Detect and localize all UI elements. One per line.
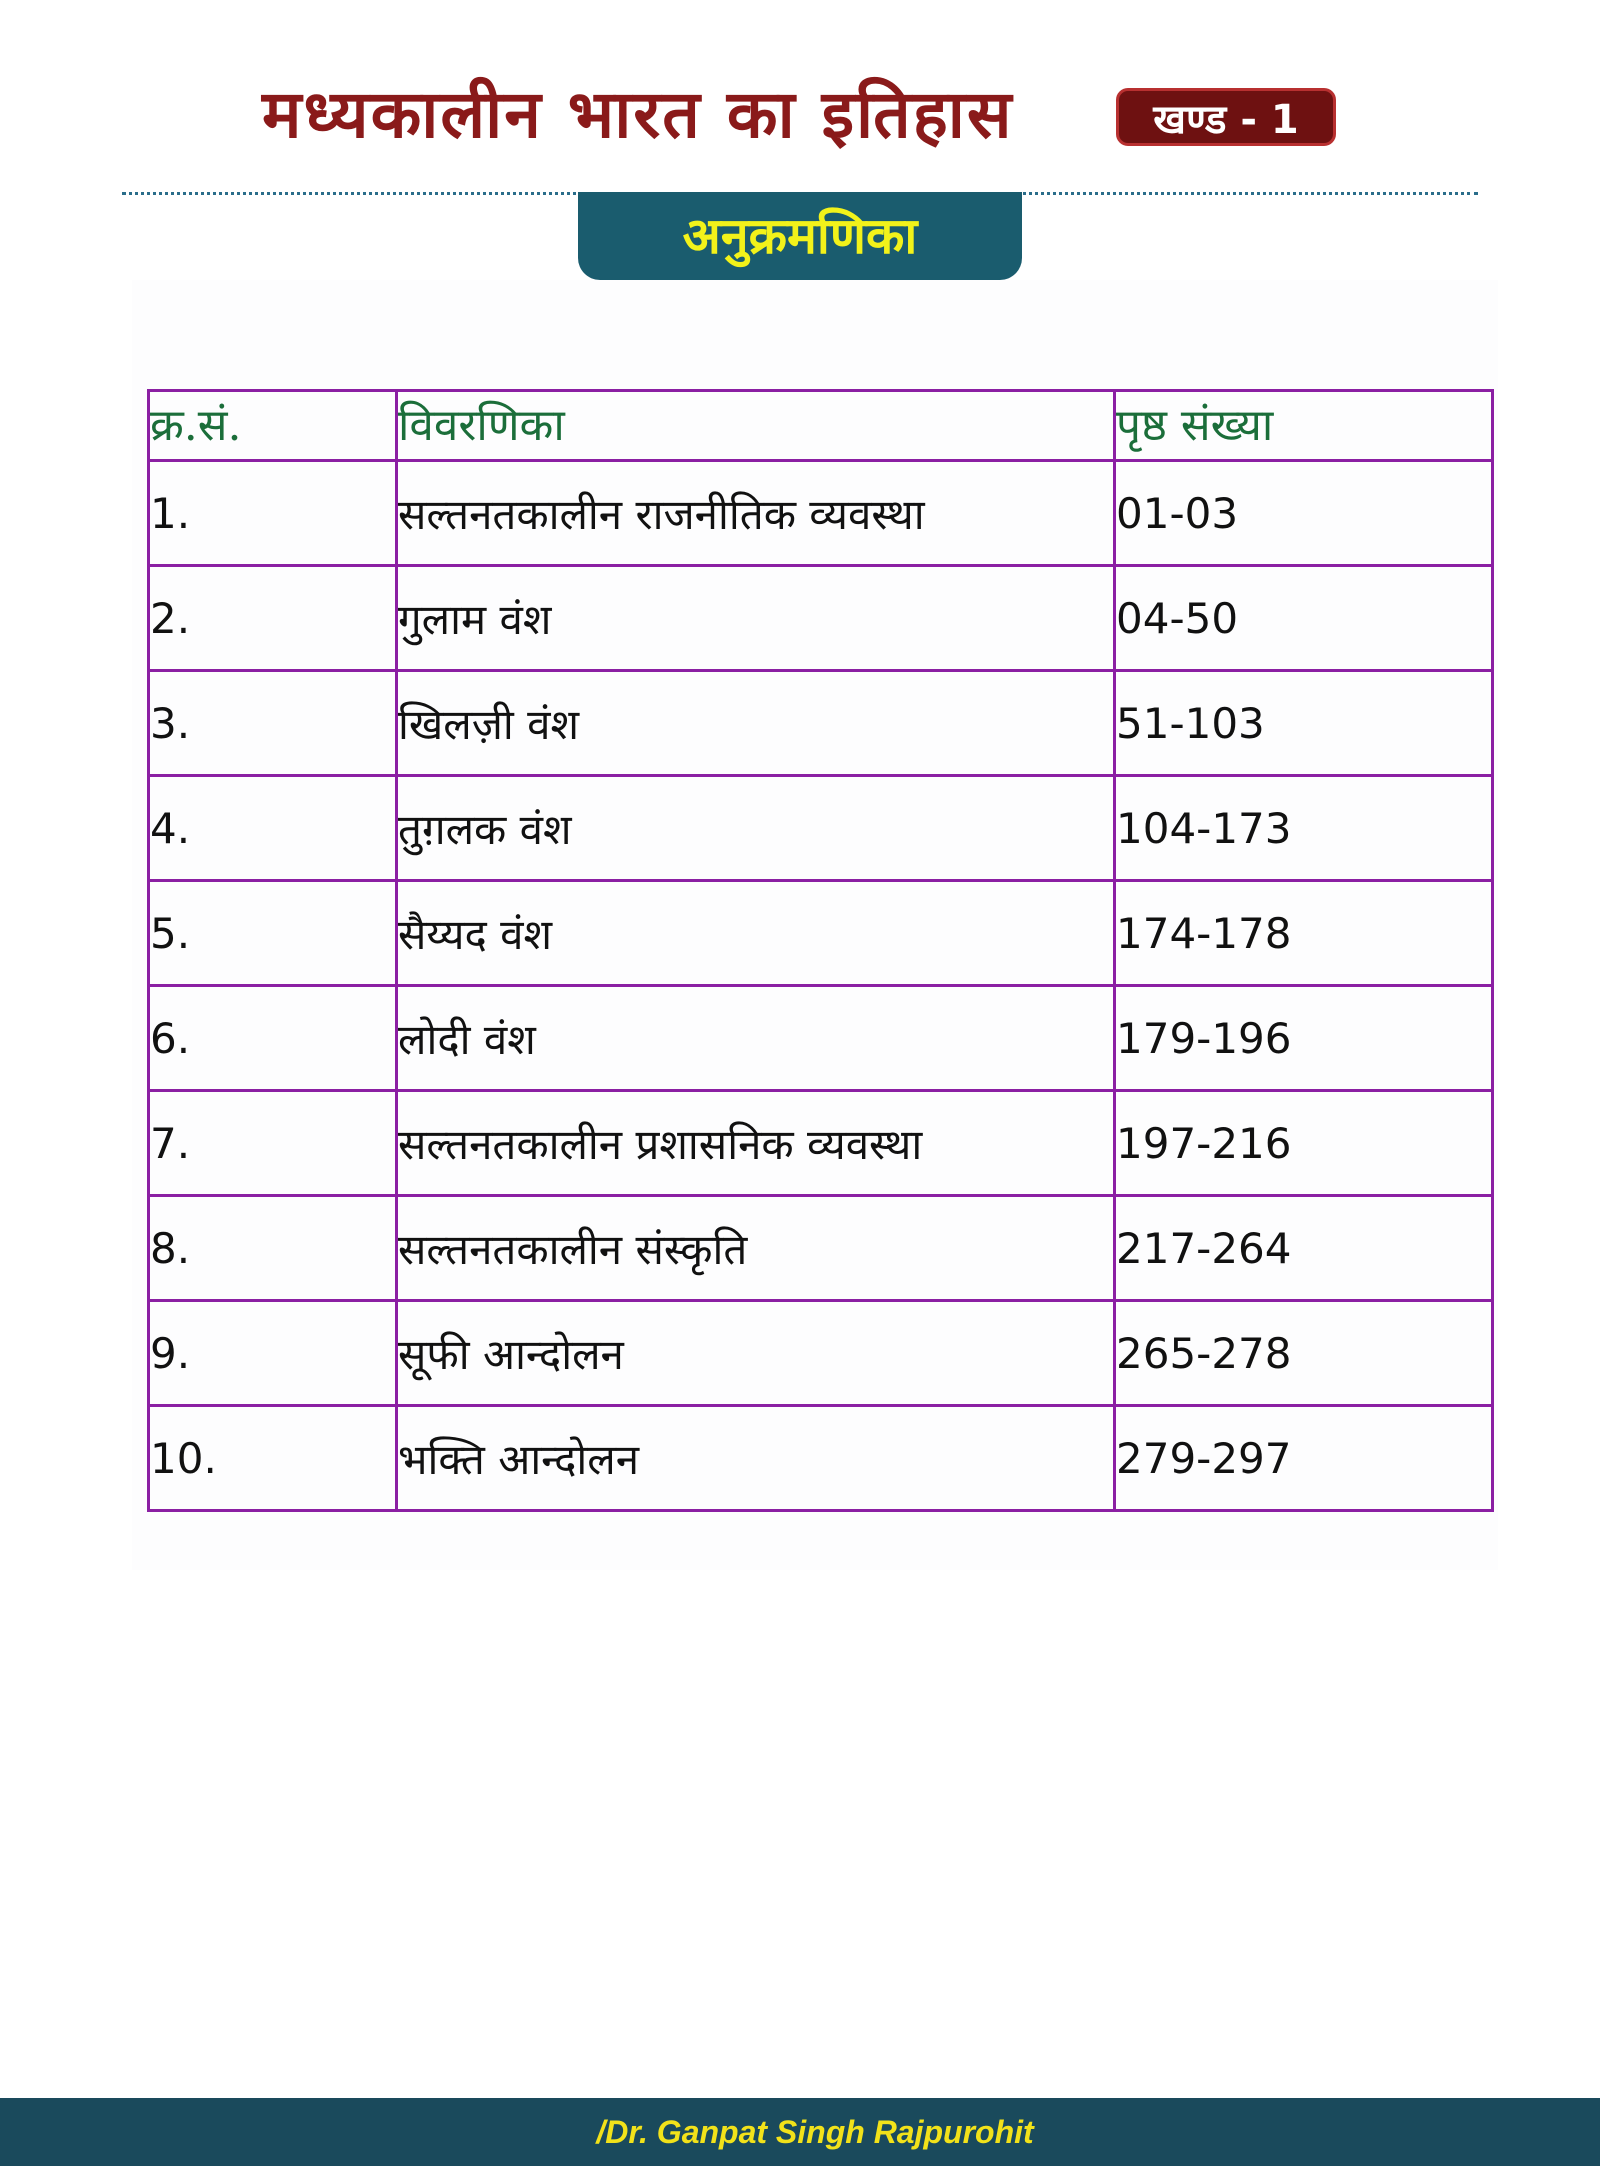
page-footer	[0, 2098, 1600, 2166]
column-header-description: विवरणिका	[397, 391, 1115, 461]
book-title: मध्यकालीन भारत का इतिहास	[262, 76, 1014, 153]
volume-badge: खण्ड - 1	[1116, 88, 1336, 146]
row-serial: 4.	[149, 776, 397, 881]
table-row	[149, 461, 1493, 566]
row-serial: 5.	[149, 881, 397, 986]
row-description: गुलाम वंश	[397, 566, 1115, 671]
table-row	[149, 881, 1493, 986]
row-serial: 7.	[149, 1091, 397, 1196]
row-serial: 2.	[149, 566, 397, 671]
author-credit: /Dr. Ganpat Singh Rajpurohit	[596, 2114, 1034, 2150]
contents-table	[147, 389, 1494, 1512]
row-description: तुग़लक वंश	[397, 776, 1115, 881]
row-serial: 1.	[149, 461, 397, 566]
row-serial: 9.	[149, 1301, 397, 1406]
row-description: सल्तनतकालीन संस्कृति	[397, 1196, 1115, 1301]
row-description: लोदी वंश	[397, 986, 1115, 1091]
row-serial: 8.	[149, 1196, 397, 1301]
table-row	[149, 1091, 1493, 1196]
table-row	[149, 986, 1493, 1091]
row-pages: 104-173	[1115, 776, 1493, 881]
page-header	[0, 60, 1600, 160]
row-description: सैय्यद वंश	[397, 881, 1115, 986]
column-header-pages: पृष्ठ संख्या	[1115, 391, 1493, 461]
table-row	[149, 1301, 1493, 1406]
row-pages: 197-216	[1115, 1091, 1493, 1196]
row-pages: 265-278	[1115, 1301, 1493, 1406]
row-pages: 01-03	[1115, 461, 1493, 566]
column-header-serial: क्र.सं.	[149, 391, 397, 461]
row-serial: 6.	[149, 986, 397, 1091]
row-pages: 04-50	[1115, 566, 1493, 671]
section-title: अनुक्रमणिका	[578, 192, 1022, 280]
table-row	[149, 1406, 1493, 1511]
row-pages: 174-178	[1115, 881, 1493, 986]
row-description: सल्तनतकालीन राजनीतिक व्यवस्था	[397, 461, 1115, 566]
row-description: सूफी आन्दोलन	[397, 1301, 1115, 1406]
row-pages: 279-297	[1115, 1406, 1493, 1511]
table-row	[149, 1196, 1493, 1301]
row-pages: 51-103	[1115, 671, 1493, 776]
row-description: खिलज़ी वंश	[397, 671, 1115, 776]
table-row	[149, 776, 1493, 881]
row-description: सल्तनतकालीन प्रशासनिक व्यवस्था	[397, 1091, 1115, 1196]
row-serial: 3.	[149, 671, 397, 776]
table-row	[149, 671, 1493, 776]
table-header-row	[149, 391, 1493, 461]
row-description: भक्ति आन्दोलन	[397, 1406, 1115, 1511]
row-pages: 217-264	[1115, 1196, 1493, 1301]
row-serial: 10.	[149, 1406, 397, 1511]
row-pages: 179-196	[1115, 986, 1493, 1091]
table-row	[149, 566, 1493, 671]
